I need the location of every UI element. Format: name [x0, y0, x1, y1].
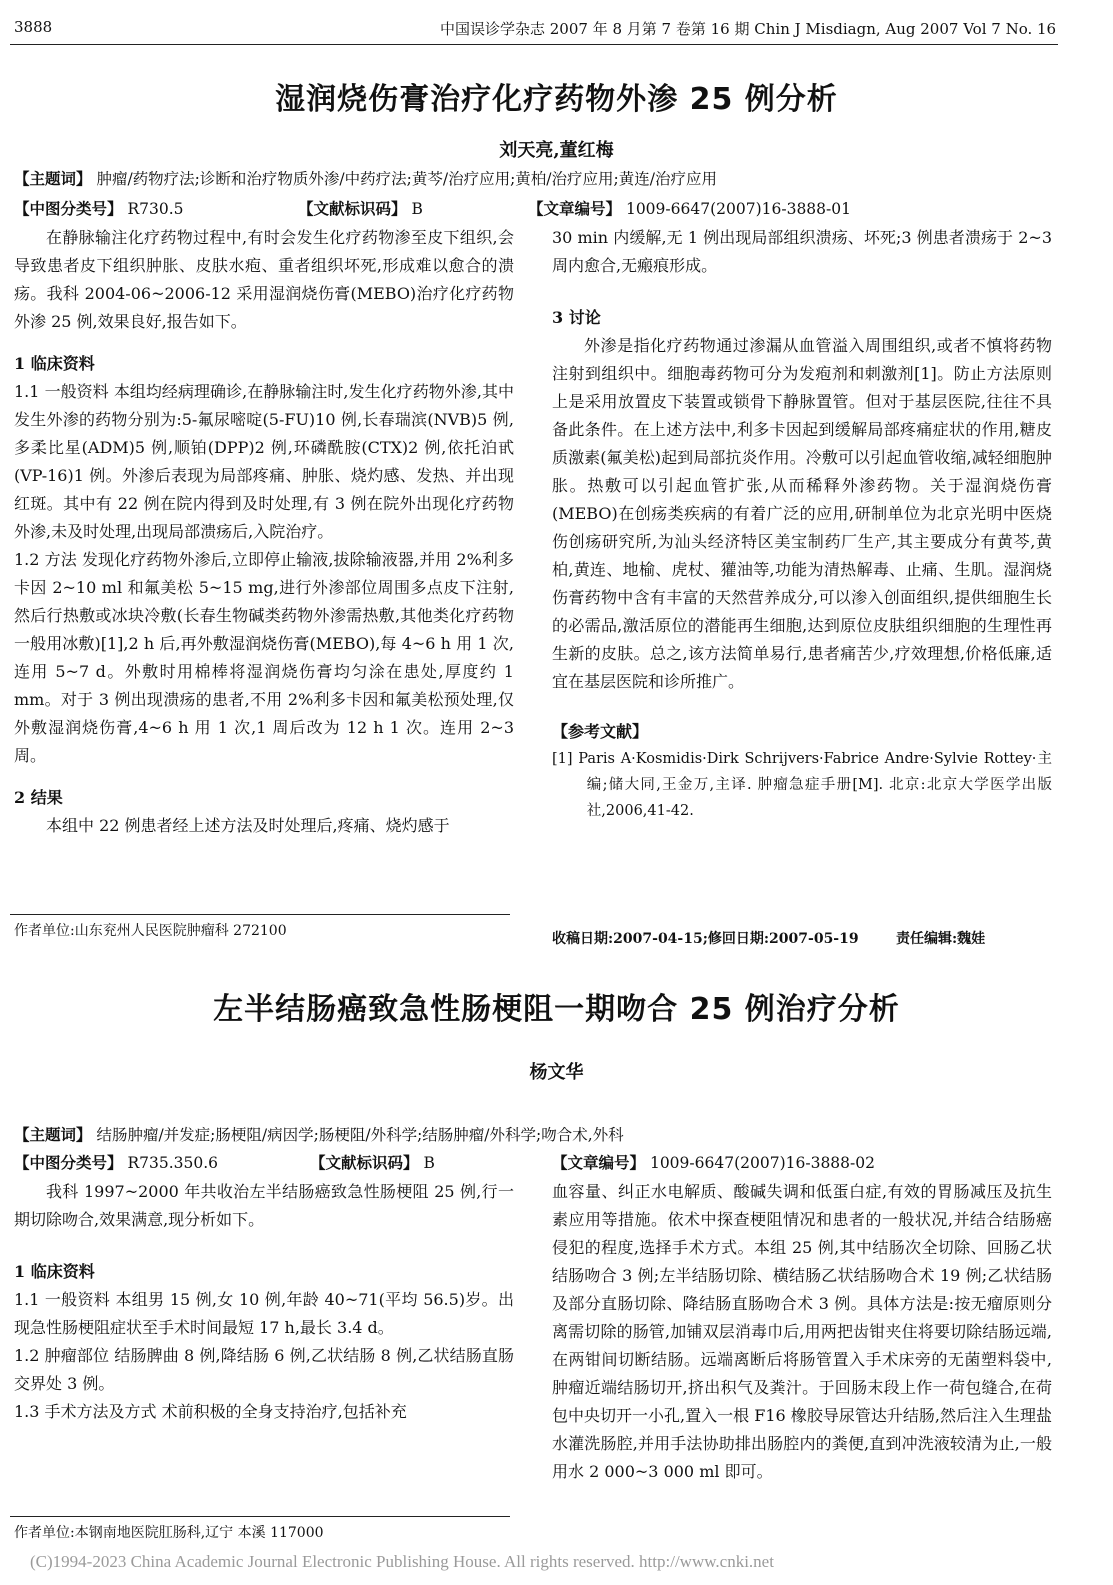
- doc-value: B: [423, 1154, 435, 1172]
- doc-value: B: [411, 200, 423, 218]
- article1-article-no: [528, 198, 851, 220]
- header-rule: [10, 44, 1058, 45]
- article1-keywords: [14, 168, 717, 190]
- doc-label: 【文献标识码】: [298, 199, 407, 218]
- section-heading: 2 结果: [14, 788, 63, 807]
- clc-label: 【中图分类号】: [14, 1153, 123, 1172]
- paragraph: 本组中 22 例患者经上述方法及时处理后,疼痛、烧灼感于: [46, 816, 450, 835]
- affiliation-rule: [10, 914, 510, 915]
- article-no-label: 【文章编号】: [528, 199, 622, 218]
- keywords-label: 【主题词】: [14, 1125, 92, 1144]
- article2-affiliation: 作者单位:本钢南地医院肛肠科,辽宁 本溪 117000: [14, 1525, 324, 1541]
- article2-left-column: [14, 1178, 514, 1426]
- article1-doc-code: [298, 198, 423, 220]
- paragraph: 1.2 肿瘤部位 结肠脾曲 8 例,降结肠 6 例,乙状结肠 8 例,乙状结肠直肠交界处 3 例。: [14, 1346, 514, 1393]
- section-heading: 1 临床资料: [14, 1262, 95, 1281]
- clc-label: 【中图分类号】: [14, 199, 123, 218]
- article1-clc: [14, 198, 184, 220]
- article-no-label: 【文章编号】: [552, 1153, 646, 1172]
- paragraph: 1.1 一般资料 本组均经病理确诊,在静脉输注时,发生化疗药物外渗,其中发生外渗的药物分别为:5-氟尿嘧啶(5-FU)10 例,长春瑞滨(NVB)5 例,多柔比星(ADM)5 例,顺铂(DPP)2 例,环磷酰胺(CTX)2 例,依托泊甙(VP-16)1 例。外渗后表现为局部疼痛、肿胀、烧灼感、发热、并出现红斑。其中有 22 例在院内得到及时处理,有 3 例在院外出现化疗药物外渗,未及时处理,出现局部溃疡后,入院治疗。: [14, 382, 514, 541]
- running-header: 中国误诊学杂志 2007 年 8 月第 7 卷第 16 期 Chin J Misdiagn, Aug 2007 Vol 7 No. 16: [440, 20, 1057, 38]
- references-heading: 【参考文献】: [552, 722, 649, 741]
- article2-clc: [14, 1152, 218, 1174]
- keywords-text: 结肠肿瘤/并发症;肠梗阻/病因学;肠梗阻/外科学;结肠肿瘤/外科学;吻合术,外科: [96, 1126, 624, 1144]
- article2-authors: 杨文华: [529, 1062, 584, 1083]
- copyright-watermark: (C)1994-2023 China Academic Journal Electronic Publishing House. All rights reserved. http://www.cnki.net: [30, 1552, 774, 1571]
- article1-dates: 收稿日期:2007-04-15;修回日期:2007-05-19: [552, 931, 859, 947]
- reference-item: [1] Paris A·Kosmidis·Dirk Schrijvers·Fabrice Andre·Sylvie Rottey·主编;储大同,王金万,主译. 肿瘤急症手册[M]. 北京:北京大学医学出版社,2006,41-42.: [552, 751, 1052, 819]
- paragraph: 外渗是指化疗药物通过渗漏从血管溢入周围组织,或者不慎将药物注射到组织中。细胞毒药物可分为发疱剂和刺激剂[1]。防止方法原则上是采用放置皮下装置或锁骨下静脉置管。但对于基层医院,往往不具备此条件。在上述方法中,利多卡因起到缓解局部疼痛症状的作用,糖皮质激素(氟美松)起到局部抗炎作用。冷敷可以引起血管收缩,减轻细胞肿胀。热敷可以引起血管扩张,从而稀释外渗药物。关于湿润烧伤膏(MEBO)在创疡类疾病的有着广泛的应用,研制单位为北京光明中医烧伤创疡研究所,为汕头经济特区美宝制药厂生产,其主要成分有黄芩,黄柏,黄连、地榆、虎杖、獾油等,功能为清热解毒、止痛、生肌。湿润烧伤膏药物中含有丰富的天然营养成分,可以渗入创面组织,提供细胞生长的必需品,激活原位的潜能再生细胞,达到原位皮肤组织细胞的生理性再生新的皮肤。总之,该方法简单易行,患者痛苦少,疗效理想,价格低廉,适宜在基层医院和诊所推广。: [552, 336, 1052, 691]
- page-number: 3888: [14, 18, 53, 36]
- keywords-label: 【主题词】: [14, 169, 92, 188]
- article-no-value: 1009-6647(2007)16-3888-01: [625, 200, 851, 218]
- paragraph: 血容量、纠正水电解质、酸碱失调和低蛋白症,有效的胃肠减压及抗生素应用等措施。依术中探查梗阻情况和患者的一般状况,并结合结肠癌侵犯的程度,选择手术方式。本组 25 例,其中结肠次全切除、回肠乙状结肠吻合 3 例;左半结肠切除、横结肠乙状结肠吻合术 19 例;乙状结肠及部分直肠切除、降结肠直肠吻合术 3 例。具体方法是:按无瘤原则分离需切除的肠管,加铺双层消毒巾后,用两把齿钳夹住将要切除结肠远端,在两钳间切断结肠。远端离断后将肠管置入手术床旁的无菌塑料袋中,肿瘤近端结肠切开,挤出积气及粪汁。于回肠末段上作一荷包缝合,在荷包中央切开一小孔,置入一根 F16 橡胶导尿管达升结肠,然后注入生理盐水灌洗肠腔,并用手法协助排出肠腔内的粪便,直到冲洗液较清为止,一般用水 2 000~3 000 ml 即可。: [552, 1182, 1052, 1481]
- article1-affiliation: 作者单位:山东兖州人民医院肿瘤科 272100: [14, 923, 287, 939]
- article-no-value: 1009-6647(2007)16-3888-02: [649, 1154, 875, 1172]
- article2-article-no: [552, 1152, 875, 1174]
- affiliation-rule: [10, 1516, 510, 1517]
- paragraph: 30 min 内缓解,无 1 例出现局部组织溃疡、坏死;3 例患者溃疡于 2~3 周内愈合,无瘢痕形成。: [552, 228, 1052, 275]
- article2-keywords: [14, 1124, 624, 1146]
- paragraph: 1.3 手术方法及方式 术前积极的全身支持治疗,包括补充: [14, 1402, 407, 1421]
- article1-title: 湿润烧伤膏治疗化疗药物外渗 25 例分析: [275, 82, 838, 117]
- clc-value: R735.350.6: [127, 1154, 219, 1172]
- article2-title: 左半结肠癌致急性肠梗阻一期吻合 25 例治疗分析: [213, 992, 900, 1027]
- article2-right-column: [552, 1178, 1052, 1486]
- paragraph: 在静脉输注化疗药物过程中,有时会发生化疗药物渗至皮下组织,会导致患者皮下组织肿胀、皮肤水疱、重者组织坏死,形成难以愈合的溃疡。我科 2004-06~2006-12 采用湿润烧伤膏(MEBO)治疗化疗药物外渗 25 例,效果良好,报告如下。: [14, 228, 514, 331]
- keywords-text: 肿瘤/药物疗法;诊断和治疗物质外渗/中药疗法;黄芩/治疗应用;黄柏/治疗应用;黄连/治疗应用: [96, 170, 717, 188]
- article1-authors: 刘天亮,董红梅: [499, 140, 614, 161]
- article1-right-column: [552, 224, 1052, 824]
- article2-doc-code: [310, 1152, 435, 1174]
- article1-editor: 责任编辑:魏娃: [896, 931, 986, 947]
- paragraph: 我科 1997~2000 年共收治左半结肠癌致急性肠梗阻 25 例,行一期切除吻合,效果满意,现分析如下。: [14, 1182, 514, 1229]
- doc-label: 【文献标识码】: [310, 1153, 419, 1172]
- paragraph: 1.1 一般资料 本组男 15 例,女 10 例,年龄 40~71(平均 56.5)岁。出现急性肠梗阻症状至手术时间最短 17 h,最长 3.4 d。: [14, 1290, 514, 1337]
- section-heading: 1 临床资料: [14, 354, 95, 373]
- clc-value: R730.5: [127, 200, 184, 218]
- article1-left-column: [14, 224, 514, 840]
- paragraph: 1.2 方法 发现化疗药物外渗后,立即停止输液,拔除输液器,并用 2%利多卡因 2~10 ml 和氟美松 5~15 mg,进行外渗部位周围多点皮下注射,然后行热敷或冰块冷敷(长春生物碱类药物外渗需热敷,其他类化疗药物一般用冰敷)[1],2 h 后,再外敷湿润烧伤膏(MEBO),每 4~6 h 用 1 次,连用 5~7 d。外敷时用棉棒将湿润烧伤膏均匀涂在患处,厚度约 1 mm。对于 3 例出现溃疡的患者,不用 2%利多卡因和氟美松预处理,仅外敷湿润烧伤膏,4~6 h 用 1 次,1 周后改为 12 h 1 次。连用 2~3 周。: [14, 550, 514, 765]
- section-heading: 3 讨论: [552, 308, 601, 327]
